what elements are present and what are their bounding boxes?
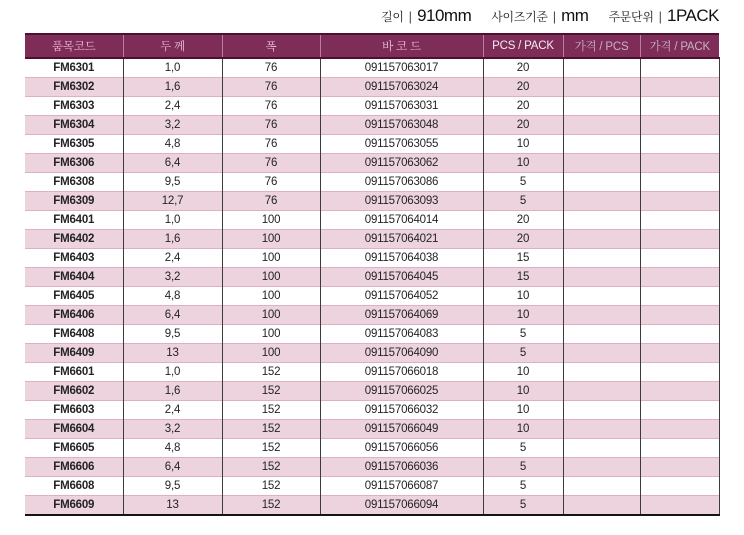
cell-item-code: FM6304 bbox=[25, 116, 123, 135]
table-row bbox=[25, 268, 719, 287]
cell-barcode: 091157064021 bbox=[320, 230, 483, 249]
table-row bbox=[25, 477, 719, 496]
cell-pcs-pack: 10 bbox=[483, 420, 563, 439]
cell-thickness: 6,4 bbox=[123, 306, 222, 325]
cell-thickness: 6,4 bbox=[123, 154, 222, 173]
cell-width: 76 bbox=[222, 116, 320, 135]
table-row bbox=[25, 192, 719, 211]
cell-item-code: FM6401 bbox=[25, 211, 123, 230]
table-row bbox=[25, 496, 719, 516]
cell-barcode: 091157066025 bbox=[320, 382, 483, 401]
table-row bbox=[25, 420, 719, 439]
cell-barcode: 091157063024 bbox=[320, 78, 483, 97]
cell-width: 100 bbox=[222, 344, 320, 363]
cell-price-pack bbox=[640, 192, 719, 211]
cell-thickness: 1,0 bbox=[123, 58, 222, 78]
col-header-thickness: 두 께 bbox=[123, 34, 222, 58]
cell-price-pcs bbox=[563, 496, 640, 516]
cell-item-code: FM6301 bbox=[25, 58, 123, 78]
cell-price-pack bbox=[640, 249, 719, 268]
cell-thickness: 3,2 bbox=[123, 116, 222, 135]
col-header-item-code: 품목코드 bbox=[25, 34, 123, 58]
cell-barcode: 091157063017 bbox=[320, 58, 483, 78]
cell-pcs-pack: 10 bbox=[483, 363, 563, 382]
cell-price-pcs bbox=[563, 420, 640, 439]
cell-barcode: 091157066056 bbox=[320, 439, 483, 458]
size-unit-label: 사이즈기준 bbox=[491, 10, 548, 24]
cell-thickness: 13 bbox=[123, 344, 222, 363]
cell-pcs-pack: 5 bbox=[483, 344, 563, 363]
separator-bar: | bbox=[658, 9, 662, 24]
col-header-pcs-pack: PCS / PACK bbox=[483, 34, 563, 58]
table-row bbox=[25, 401, 719, 420]
cell-thickness: 1,0 bbox=[123, 363, 222, 382]
cell-thickness: 1,0 bbox=[123, 211, 222, 230]
cell-width: 100 bbox=[222, 230, 320, 249]
cell-item-code: FM6601 bbox=[25, 363, 123, 382]
cell-width: 100 bbox=[222, 211, 320, 230]
cell-price-pcs bbox=[563, 135, 640, 154]
cell-price-pack bbox=[640, 97, 719, 116]
separator-bar: | bbox=[552, 9, 557, 24]
cell-barcode: 091157064090 bbox=[320, 344, 483, 363]
cell-thickness: 1,6 bbox=[123, 78, 222, 97]
cell-pcs-pack: 20 bbox=[483, 230, 563, 249]
cell-thickness: 1,6 bbox=[123, 382, 222, 401]
cell-pcs-pack: 5 bbox=[483, 173, 563, 192]
cell-price-pack bbox=[640, 344, 719, 363]
order-unit-label: 주문단위 bbox=[608, 10, 654, 24]
cell-item-code: FM6305 bbox=[25, 135, 123, 154]
cell-price-pack bbox=[640, 458, 719, 477]
cell-width: 76 bbox=[222, 58, 320, 78]
cell-width: 152 bbox=[222, 363, 320, 382]
cell-item-code: FM6408 bbox=[25, 325, 123, 344]
cell-price-pcs bbox=[563, 154, 640, 173]
cell-price-pcs bbox=[563, 58, 640, 78]
cell-item-code: FM6604 bbox=[25, 420, 123, 439]
cell-thickness: 6,4 bbox=[123, 458, 222, 477]
table-body bbox=[25, 58, 719, 515]
cell-pcs-pack: 10 bbox=[483, 382, 563, 401]
cell-barcode: 091157066032 bbox=[320, 401, 483, 420]
cell-price-pcs bbox=[563, 382, 640, 401]
table-header bbox=[25, 34, 719, 58]
cell-pcs-pack: 10 bbox=[483, 287, 563, 306]
cell-barcode: 091157063086 bbox=[320, 173, 483, 192]
table-row bbox=[25, 439, 719, 458]
cell-pcs-pack: 5 bbox=[483, 477, 563, 496]
cell-item-code: FM6609 bbox=[25, 496, 123, 516]
cell-pcs-pack: 20 bbox=[483, 116, 563, 135]
cell-pcs-pack: 5 bbox=[483, 439, 563, 458]
cell-price-pcs bbox=[563, 249, 640, 268]
cell-item-code: FM6606 bbox=[25, 458, 123, 477]
cell-pcs-pack: 20 bbox=[483, 78, 563, 97]
length-value: 910mm bbox=[417, 6, 472, 25]
cell-barcode: 091157066049 bbox=[320, 420, 483, 439]
cell-price-pcs bbox=[563, 458, 640, 477]
cell-pcs-pack: 20 bbox=[483, 211, 563, 230]
cell-thickness: 4,8 bbox=[123, 439, 222, 458]
cell-price-pack bbox=[640, 78, 719, 97]
table-row bbox=[25, 344, 719, 363]
cell-barcode: 091157064083 bbox=[320, 325, 483, 344]
table-row bbox=[25, 249, 719, 268]
cell-price-pcs bbox=[563, 230, 640, 249]
cell-width: 152 bbox=[222, 439, 320, 458]
cell-barcode: 091157063048 bbox=[320, 116, 483, 135]
cell-pcs-pack: 15 bbox=[483, 268, 563, 287]
cell-price-pack bbox=[640, 135, 719, 154]
cell-width: 100 bbox=[222, 306, 320, 325]
table-row bbox=[25, 135, 719, 154]
cell-price-pcs bbox=[563, 477, 640, 496]
table-row bbox=[25, 173, 719, 192]
cell-barcode: 091157066018 bbox=[320, 363, 483, 382]
table-row bbox=[25, 211, 719, 230]
table-row bbox=[25, 363, 719, 382]
separator-bar: | bbox=[408, 9, 413, 24]
cell-price-pcs bbox=[563, 211, 640, 230]
cell-price-pack bbox=[640, 306, 719, 325]
cell-barcode: 091157066087 bbox=[320, 477, 483, 496]
cell-thickness: 4,8 bbox=[123, 287, 222, 306]
cell-width: 76 bbox=[222, 78, 320, 97]
cell-thickness: 2,4 bbox=[123, 249, 222, 268]
cell-item-code: FM6402 bbox=[25, 230, 123, 249]
info-size-unit bbox=[491, 6, 588, 26]
size-unit-value: mm bbox=[561, 6, 589, 25]
cell-price-pcs bbox=[563, 325, 640, 344]
col-header-price-pack: 가격 / PACK bbox=[640, 34, 719, 58]
cell-price-pack bbox=[640, 363, 719, 382]
cell-price-pack bbox=[640, 116, 719, 135]
table-row bbox=[25, 382, 719, 401]
cell-item-code: FM6603 bbox=[25, 401, 123, 420]
length-label: 길이 bbox=[381, 10, 404, 24]
table-row bbox=[25, 58, 719, 78]
cell-item-code: FM6605 bbox=[25, 439, 123, 458]
col-header-width: 폭 bbox=[222, 34, 320, 58]
cell-barcode: 091157064069 bbox=[320, 306, 483, 325]
cell-width: 100 bbox=[222, 249, 320, 268]
cell-barcode: 091157063031 bbox=[320, 97, 483, 116]
cell-pcs-pack: 10 bbox=[483, 135, 563, 154]
cell-item-code: FM6309 bbox=[25, 192, 123, 211]
cell-barcode: 091157063093 bbox=[320, 192, 483, 211]
cell-barcode: 091157064052 bbox=[320, 287, 483, 306]
cell-thickness: 3,2 bbox=[123, 268, 222, 287]
cell-price-pcs bbox=[563, 363, 640, 382]
cell-price-pcs bbox=[563, 287, 640, 306]
cell-barcode: 091157066094 bbox=[320, 496, 483, 516]
cell-pcs-pack: 15 bbox=[483, 249, 563, 268]
cell-price-pack bbox=[640, 211, 719, 230]
cell-price-pack bbox=[640, 58, 719, 78]
cell-barcode: 091157063062 bbox=[320, 154, 483, 173]
cell-price-pack bbox=[640, 420, 719, 439]
cell-width: 76 bbox=[222, 154, 320, 173]
cell-width: 152 bbox=[222, 477, 320, 496]
cell-thickness: 9,5 bbox=[123, 477, 222, 496]
cell-barcode: 091157064038 bbox=[320, 249, 483, 268]
cell-pcs-pack: 10 bbox=[483, 154, 563, 173]
cell-price-pcs bbox=[563, 116, 640, 135]
cell-pcs-pack: 20 bbox=[483, 97, 563, 116]
cell-thickness: 1,6 bbox=[123, 230, 222, 249]
cell-width: 152 bbox=[222, 496, 320, 516]
cell-width: 152 bbox=[222, 420, 320, 439]
cell-price-pack bbox=[640, 268, 719, 287]
cell-width: 100 bbox=[222, 287, 320, 306]
cell-pcs-pack: 5 bbox=[483, 496, 563, 516]
cell-thickness: 2,4 bbox=[123, 97, 222, 116]
info-bar bbox=[381, 6, 719, 26]
cell-item-code: FM6602 bbox=[25, 382, 123, 401]
cell-width: 100 bbox=[222, 268, 320, 287]
table-row bbox=[25, 78, 719, 97]
cell-price-pcs bbox=[563, 439, 640, 458]
cell-width: 76 bbox=[222, 192, 320, 211]
cell-barcode: 091157064014 bbox=[320, 211, 483, 230]
cell-pcs-pack: 5 bbox=[483, 192, 563, 211]
cell-pcs-pack: 20 bbox=[483, 58, 563, 78]
table-row bbox=[25, 458, 719, 477]
cell-price-pcs bbox=[563, 97, 640, 116]
product-table bbox=[25, 33, 720, 516]
table-row bbox=[25, 325, 719, 344]
table-row bbox=[25, 154, 719, 173]
info-order-unit bbox=[608, 6, 719, 26]
cell-item-code: FM6302 bbox=[25, 78, 123, 97]
cell-price-pcs bbox=[563, 192, 640, 211]
table-row bbox=[25, 287, 719, 306]
cell-item-code: FM6409 bbox=[25, 344, 123, 363]
cell-pcs-pack: 5 bbox=[483, 325, 563, 344]
table-row bbox=[25, 230, 719, 249]
cell-price-pcs bbox=[563, 306, 640, 325]
cell-width: 152 bbox=[222, 382, 320, 401]
cell-price-pcs bbox=[563, 344, 640, 363]
cell-pcs-pack: 10 bbox=[483, 306, 563, 325]
cell-barcode: 091157063055 bbox=[320, 135, 483, 154]
cell-pcs-pack: 5 bbox=[483, 458, 563, 477]
cell-width: 76 bbox=[222, 173, 320, 192]
cell-item-code: FM6406 bbox=[25, 306, 123, 325]
cell-price-pack bbox=[640, 154, 719, 173]
cell-thickness: 9,5 bbox=[123, 325, 222, 344]
cell-thickness: 2,4 bbox=[123, 401, 222, 420]
cell-price-pack bbox=[640, 401, 719, 420]
cell-width: 152 bbox=[222, 401, 320, 420]
cell-item-code: FM6404 bbox=[25, 268, 123, 287]
cell-price-pack bbox=[640, 173, 719, 192]
cell-thickness: 9,5 bbox=[123, 173, 222, 192]
table-row bbox=[25, 116, 719, 135]
cell-item-code: FM6308 bbox=[25, 173, 123, 192]
cell-item-code: FM6303 bbox=[25, 97, 123, 116]
info-length bbox=[381, 6, 471, 26]
cell-price-pcs bbox=[563, 268, 640, 287]
cell-price-pack bbox=[640, 325, 719, 344]
cell-price-pcs bbox=[563, 78, 640, 97]
cell-barcode: 091157066036 bbox=[320, 458, 483, 477]
cell-pcs-pack: 10 bbox=[483, 401, 563, 420]
cell-item-code: FM6306 bbox=[25, 154, 123, 173]
cell-thickness: 3,2 bbox=[123, 420, 222, 439]
col-header-price-pcs: 가격 / PCS bbox=[563, 34, 640, 58]
cell-barcode: 091157064045 bbox=[320, 268, 483, 287]
table-row bbox=[25, 97, 719, 116]
cell-thickness: 13 bbox=[123, 496, 222, 516]
cell-price-pack bbox=[640, 439, 719, 458]
cell-width: 100 bbox=[222, 325, 320, 344]
cell-width: 76 bbox=[222, 97, 320, 116]
cell-item-code: FM6403 bbox=[25, 249, 123, 268]
cell-item-code: FM6608 bbox=[25, 477, 123, 496]
cell-width: 76 bbox=[222, 135, 320, 154]
cell-thickness: 12,7 bbox=[123, 192, 222, 211]
col-header-barcode: 바 코 드 bbox=[320, 34, 483, 58]
cell-price-pack bbox=[640, 287, 719, 306]
cell-price-pack bbox=[640, 230, 719, 249]
cell-price-pack bbox=[640, 477, 719, 496]
cell-thickness: 4,8 bbox=[123, 135, 222, 154]
order-unit-value: 1PACK bbox=[667, 6, 719, 25]
cell-price-pack bbox=[640, 496, 719, 516]
cell-price-pcs bbox=[563, 401, 640, 420]
cell-width: 152 bbox=[222, 458, 320, 477]
cell-price-pcs bbox=[563, 173, 640, 192]
cell-item-code: FM6405 bbox=[25, 287, 123, 306]
cell-price-pack bbox=[640, 382, 719, 401]
table-row bbox=[25, 306, 719, 325]
